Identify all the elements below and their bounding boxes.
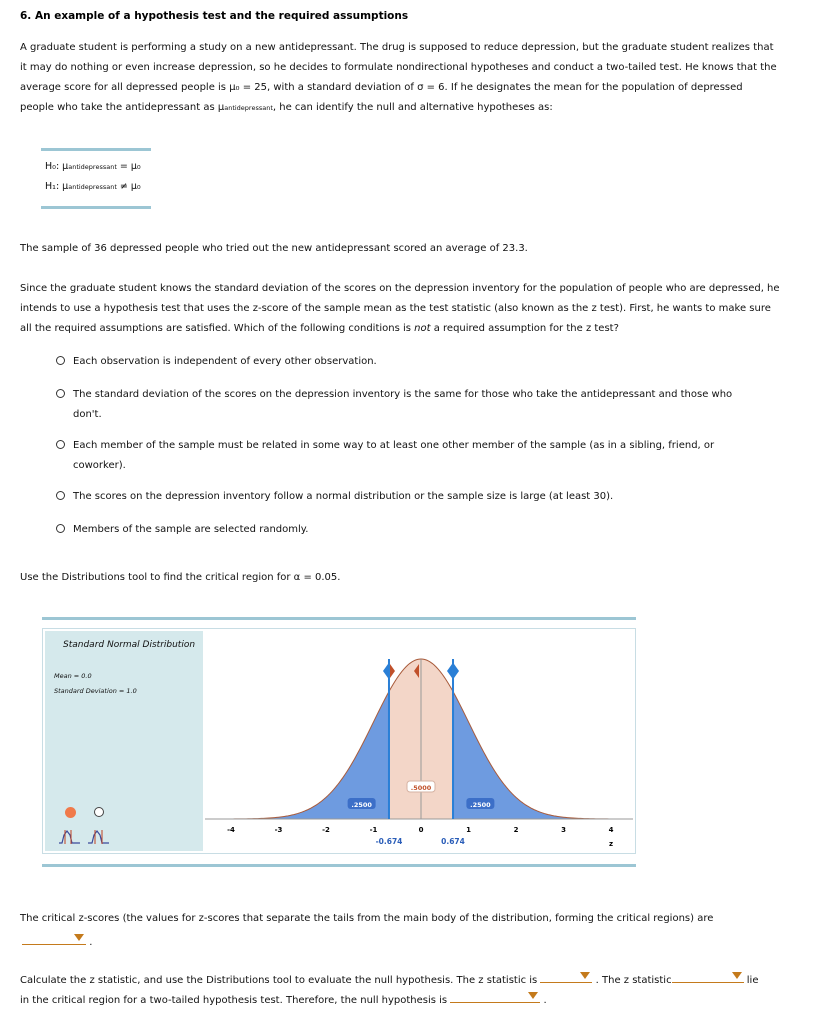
radio-button[interactable]: [56, 491, 65, 500]
critical-answer-row: [22, 930, 92, 948]
distribution-select-other-radio[interactable]: [94, 807, 104, 817]
calc-line-2: [20, 988, 547, 1011]
hyp-relation: = μ₀: [116, 161, 141, 172]
subscript: antidepressant: [68, 183, 117, 191]
left-handle-left-arrow-icon[interactable]: [383, 664, 388, 678]
x-tick-label: 4: [608, 826, 614, 834]
option-related-members[interactable]: [56, 436, 756, 476]
distributions-tool: [42, 617, 636, 867]
calc-text: . The z statistic: [595, 975, 672, 986]
normal-distribution-chart[interactable]: [205, 631, 633, 851]
left-handle-right-arrow-icon[interactable]: [390, 664, 395, 678]
z-statistic-dropdown[interactable]: [540, 968, 592, 983]
intro-line: [20, 98, 780, 118]
intro-line: A graduate student is performing a study on a new antidepressant. The drug is supposed to reduce depression, but the graduate student realizes that: [20, 42, 774, 53]
question-line: intends to use a hypothesis test that uses the z-score of the sample mean as the test statistic (also known as the z test). First, he wants to make sure: [20, 303, 771, 314]
option-random-selection[interactable]: [56, 520, 756, 540]
x-tick-label: 2: [513, 826, 519, 834]
question-line: Since the graduate student knows the standard deviation of the scores on the depression inventory for the population of people who are depressed, he: [20, 283, 780, 294]
x-tick-label: -4: [227, 826, 235, 834]
intro-line: it may do nothing or even increase depression, so he decides to formulate nondirectional hypotheses and conduct a two-tailed test. He knows that the: [20, 62, 777, 73]
option-normal-distribution[interactable]: [56, 487, 756, 507]
radio-button[interactable]: [56, 524, 65, 533]
right-handle-left-arrow-icon[interactable]: [447, 664, 452, 678]
option-label: coworker).: [73, 460, 126, 471]
option-label: Each member of the sample must be related in some way to at least one other member of the sample (as in a sibling, friend, or: [73, 440, 715, 451]
distribution-title: Standard Normal Distribution: [63, 640, 196, 650]
region-area-label: .2500: [351, 801, 372, 809]
tool-prompt: Use the Distributions tool to find the critical region for α = 0.05.: [20, 572, 341, 583]
alternative-hypothesis: [45, 181, 141, 192]
option-label: don't.: [73, 409, 102, 420]
dropdown-arrow-icon: [528, 992, 538, 999]
assumption-question: [20, 279, 780, 339]
hypotheses-box: [41, 148, 151, 209]
sd-label: Standard Deviation = 1.0: [54, 687, 137, 695]
x-tick-label: 3: [561, 826, 566, 834]
x-tick-label: -3: [274, 826, 283, 834]
option-label: Members of the sample are selected randomly.: [73, 524, 309, 535]
region-area-label: .2500: [470, 801, 491, 809]
question-text: a required assumption for the z test?: [430, 323, 619, 334]
critical-scores-dropdown[interactable]: [22, 930, 86, 945]
tool-side-panel: [45, 631, 203, 851]
tool-panel: [42, 628, 636, 854]
right-handle-right-arrow-icon[interactable]: [454, 664, 459, 678]
dropdown-arrow-icon: [580, 972, 590, 979]
null-hypothesis-dropdown[interactable]: [450, 988, 540, 1003]
option-label: The scores on the depression inventory follow a normal distribution or the sample size is large (at least 30).: [73, 491, 614, 502]
x-tick-label: 1: [466, 826, 471, 834]
intro-text: people who take the antidepressant as μ: [20, 102, 225, 113]
null-hypothesis: [45, 161, 141, 172]
lie-dropdown[interactable]: [672, 968, 744, 983]
intro-paragraph: [20, 38, 780, 118]
normal-distribution-icon[interactable]: [58, 829, 82, 845]
intro-line: average score for all depressed people is μ₀ = 25, with a standard deviation of σ = 6. If he designates the mean for the population of depressed: [20, 82, 743, 93]
x-tick-label: -1: [369, 826, 378, 834]
hyp-relation: ≠ μ₀: [116, 181, 141, 192]
radio-button[interactable]: [56, 389, 65, 398]
region-area-label: .5000: [410, 784, 432, 792]
hyp-label: H₀: μ: [45, 161, 69, 172]
x-tick-label: -2: [322, 826, 330, 834]
x-axis-label: z: [608, 840, 614, 848]
mean-label: Mean = 0.0: [54, 672, 92, 680]
intro-text: , he can identify the null and alternative hypotheses as:: [272, 102, 553, 113]
option-label: The standard deviation of the scores on the depression inventory is the same for those who take the antidepressant and those who: [73, 389, 733, 400]
question-line: [20, 319, 780, 339]
sample-text: The sample of 36 depressed people who tried out the new antidepressant scored an average of 23.3.: [20, 243, 528, 254]
right-cut-value: 0.674: [441, 837, 465, 846]
calc-text: in the critical region for a two-tailed hypothesis test. Therefore, the null hypothesis is: [20, 995, 448, 1006]
calc-text: lie: [746, 975, 759, 986]
t-distribution-icon[interactable]: [87, 829, 111, 845]
subscript: antidepressant: [68, 163, 117, 171]
radio-button[interactable]: [56, 356, 65, 365]
dropdown-arrow-icon: [74, 934, 84, 941]
radio-button[interactable]: [56, 440, 65, 449]
option-same-sd[interactable]: [56, 385, 756, 425]
calc-text: Calculate the z statistic, and use the Distributions tool to evaluate the null hypothesis. The z statistic is: [20, 975, 538, 986]
left-cut-value: -0.674: [375, 837, 403, 846]
hyp-label: H₁: μ: [45, 181, 69, 192]
distribution-select-normal-radio[interactable]: [65, 807, 76, 818]
dropdown-arrow-icon: [732, 972, 742, 979]
sentence-period: .: [89, 937, 93, 948]
subscript: antidepressant: [224, 104, 273, 112]
sentence-period: .: [543, 995, 547, 1006]
option-independent[interactable]: [56, 352, 756, 372]
critical-question: The critical z-scores (the values for z-scores that separate the tails from the main body of the distribution, forming the critical regions) are: [20, 913, 714, 924]
emphasis-not: not: [414, 323, 431, 334]
option-label: Each observation is independent of every other observation.: [73, 356, 377, 367]
question-title: 6. An example of a hypothesis test and the required assumptions: [20, 10, 409, 22]
x-tick-label: 0: [418, 826, 424, 834]
question-text: all the required assumptions are satisfied. Which of the following conditions is: [20, 323, 415, 334]
